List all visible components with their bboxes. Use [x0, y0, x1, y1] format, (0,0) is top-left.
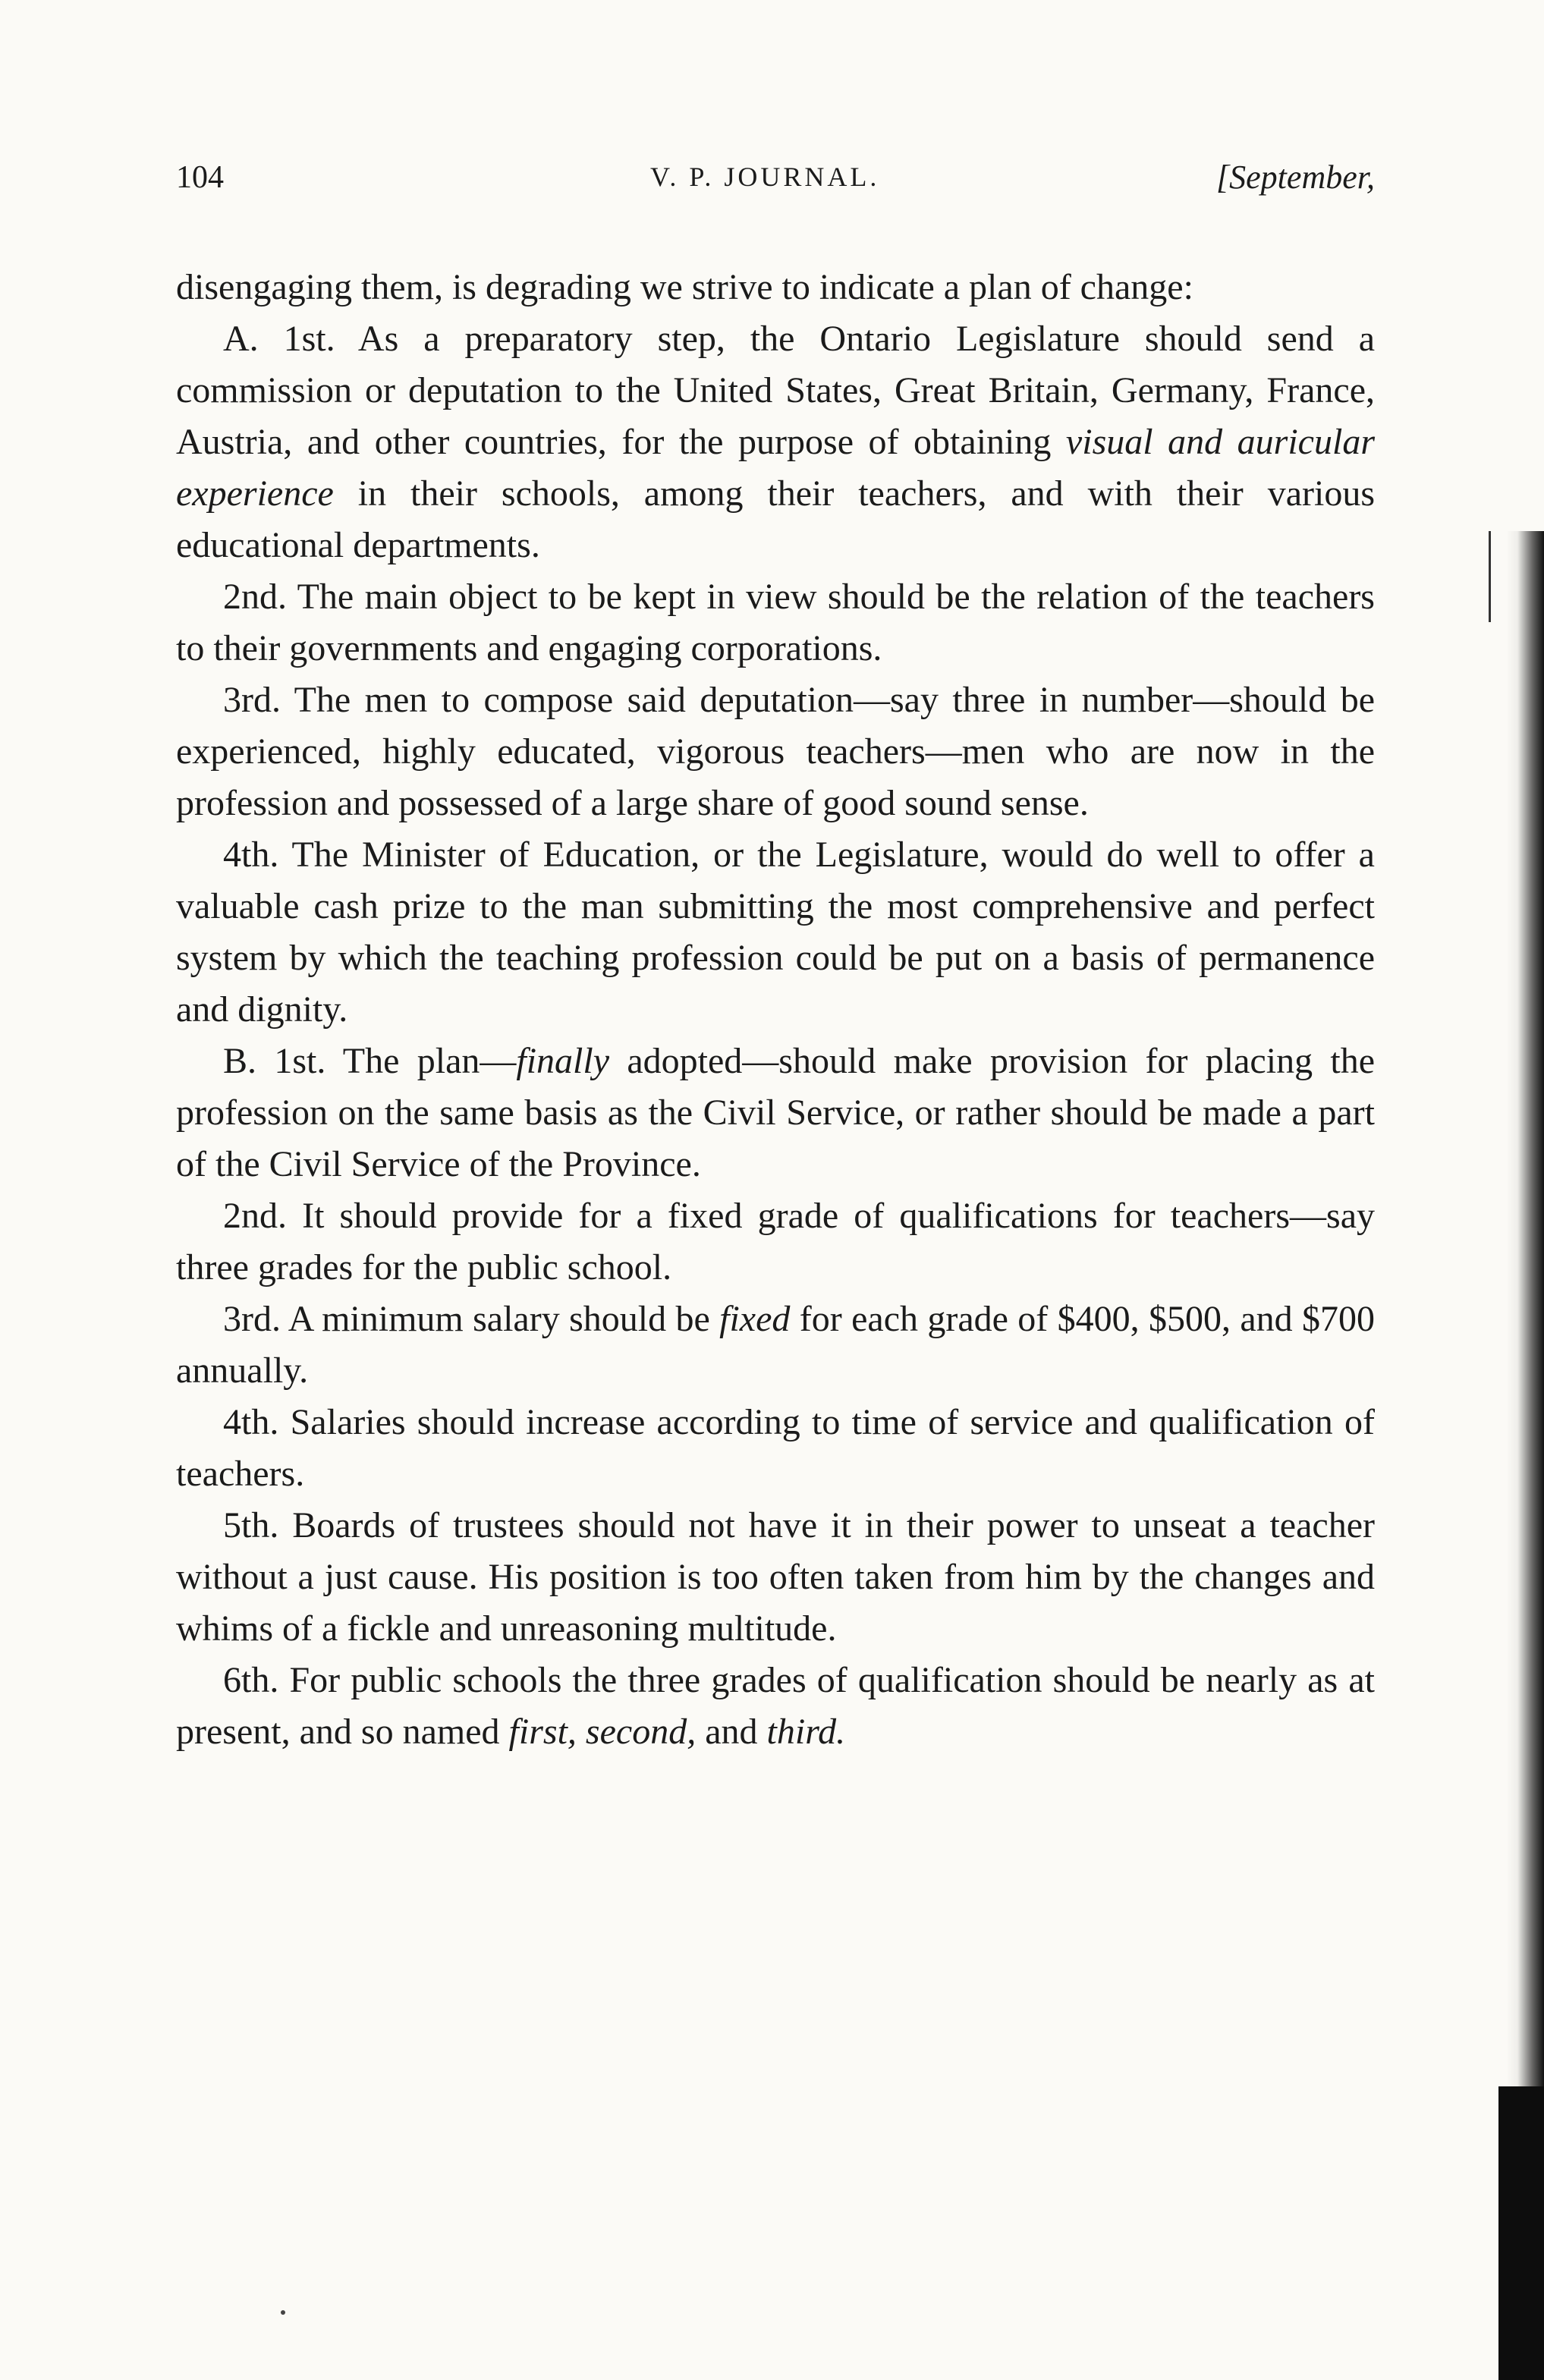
journal-title: V. P. JOURNAL.	[650, 162, 880, 192]
scan-artifact-line	[1489, 531, 1491, 622]
paragraph-b-2nd: 2nd. It should provide for a fixed grade of qualifications for teachers—say three grades for the public school.	[176, 1196, 1375, 1287]
item-label: 4th.	[223, 1402, 279, 1442]
paragraph-b-6th: 6th. For public schools the three grades of qualification should be nearly as at present, and so named first, second, and third.	[176, 1660, 1376, 1752]
item-label: 3rd.	[223, 680, 281, 720]
paragraph-a-2nd: 2nd. The main object to be kept in view should be the relation of the teachers to their governments and engaging corporations.	[176, 577, 1375, 668]
emphasis: fixed	[719, 1299, 791, 1339]
scan-speck	[281, 2310, 285, 2315]
paragraph-a-3rd: 3rd. The men to compose said deputation—say three in number—should be experienced, highly educated, vigorous teachers—men who are now in the profession and possessed of a large share of good sound sense.	[176, 680, 1376, 823]
emphasis: finally	[516, 1041, 610, 1081]
body-text	[176, 262, 1375, 1758]
page-number: 104	[176, 160, 224, 195]
item-label: 2nd.	[223, 1196, 287, 1236]
paragraph-a-1st: A. 1st. As a preparatory step, the Ontario Legislature should send a commission or deputation to the United States, Great Britain, Germany, France, Austria, and other countries, for the purpose of obtaining visual and auricular experience in their schools, among their teachers, and with their various educational departments.	[176, 319, 1376, 565]
running-month: [September,	[1216, 159, 1375, 196]
paragraph-b-1st: B. 1st. The plan—finally adopted—should make provision for placing the profession on the same basis as the Civil Service, or rather should be made a part of the Civil Service of the Province.	[176, 1041, 1376, 1184]
scan-page-edge-dark	[1498, 2086, 1544, 2380]
emphasis: first, second,	[508, 1712, 697, 1752]
item-label: 4th.	[223, 835, 279, 875]
paragraph-b-5th: 5th. Boards of trustees should not have it in their power to unseat a teacher without a just cause. His position is too often taken from him by the changes and whims of a fickle and unreasoning multitude.	[176, 1505, 1376, 1649]
paragraph-b-4th: 4th. Salaries should increase according to time of service and qualification of teachers.	[176, 1402, 1376, 1494]
item-label: 2nd.	[223, 577, 287, 617]
item-label: B. 1st.	[223, 1041, 326, 1081]
item-label: 6th.	[223, 1660, 279, 1700]
paragraph-a-4th: 4th. The Minister of Education, or the Legislature, would do well to offer a valuable cash prize to the man submitting the most comprehensive and perfect system by which the teaching profession could be put on a basis of permanence and dignity.	[176, 835, 1375, 1030]
emphasis: visual and auricular experience	[176, 422, 1375, 514]
paragraph-continuation: disengaging them, is degrading we strive to indicate a plan of change:	[176, 267, 1193, 307]
item-label: A. 1st.	[223, 319, 335, 359]
emphasis: third.	[766, 1712, 846, 1752]
paragraph-b-3rd: 3rd. A minimum salary should be fixed for each grade of $400, $500, and $700 annually.	[176, 1299, 1376, 1391]
running-header	[176, 152, 1375, 205]
item-label: 5th.	[223, 1505, 279, 1545]
item-label: 3rd.	[223, 1299, 281, 1339]
